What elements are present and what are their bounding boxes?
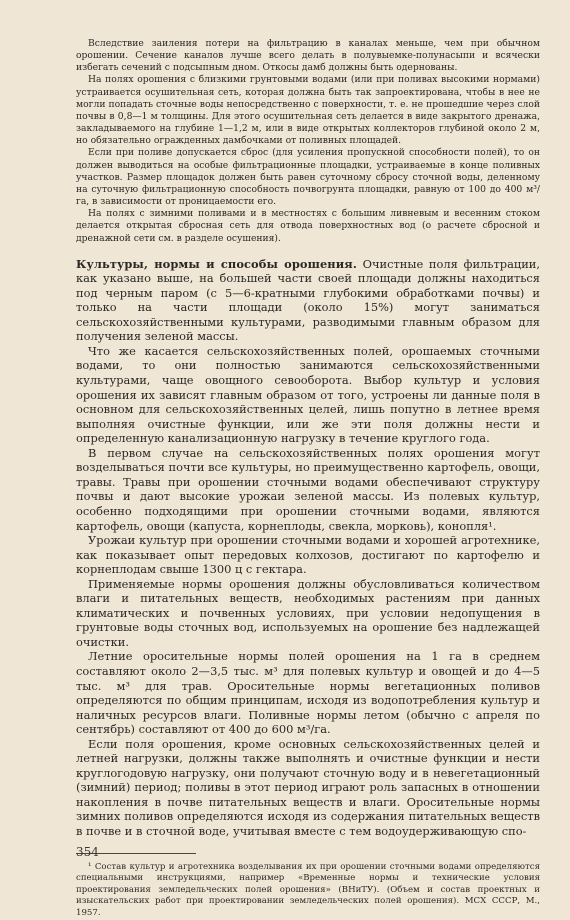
paragraph-winter-fields: На полях с зимними поливами и в местностях с большим ливневым и весенним стоком делается открытая сбросная сеть для отвода поверхностных вод (о расчете сбросной и дренажной сети см. в разделе осушения). [76,208,540,244]
paragraph-discharge: Если при поливе допускается сброс (для усиления пропускной способности полей), то он должен выводиться на особые фильтрационные площадки, устраиваемые в конце поливных участков. Размер площадок должен быть равен суточному сбросу сточной воды, деленному на суточную фильтрационную способность почвогрунта площадки, равную от 100 до 400 м³/га, в зависимости от проницаемости его. [76,147,540,208]
paragraph-siltation: Вследствие заиления потери на фильтрацию в каналах меньше, чем при обычном орошении. Сечение каналов лучше всего делать в полувыемке-полунасыпи и всячески избегать сечений с подсыпным дном. Откосы дамб должны быть одернованы. [76,38,540,74]
section-heading: Культуры, нормы и способы орошения. [76,256,357,271]
section-intro [76,257,540,344]
page-content [76,38,540,920]
paragraph-yields: Урожаи культур при орошении сточными водами и хорошей агротехнике, как показывает опыт передовых колхозов, достигают по картофелю и корнеплодам свыше 1300 ц с гектара. [76,533,540,577]
section-intro-text: Очистные поля фильтрации, как указано выше, на большей части своей площади должны находиться под черным паром (с 5—6-кратными глубокими обработками почвы) и только на части площади (около 15%) могут заниматься сельскохозяйственными культурами, разводимыми главным образом для получения зеленой массы. [76,256,541,344]
footnote: ¹ Состав культур и агротехника возделывания их при орошении сточными водами определяются специальными инструкциями, например «Временные нормы и технические условия проектирования земледельческих полей орошения» (ВНиТУ). (Объем и состав проектных и изыскательских работ при проектировании земледельческих полей орошения). МСХ СССР, М., 1957. [76,861,540,918]
paragraph-winter-irrigation: Если поля орошения, кроме основных сельскохозяйственных целей и летней нагрузки, должны также выполнять и очистные функции и нести круглогодовую нагрузку, они получают сточную воду и в невегетационный (зимний) период; поливы в этот период играют роль запасных в отношении накопления в почве питательных веществ и влаги. Оросительные нормы зимних поливов определяются исходя из содержания питательных веществ в почве и в сточной воде, учитывая вместе с тем водоудерживающую спо- [76,736,540,838]
paragraph-agricultural-fields: Что же касается сельскохозяйственных полей, орошаемых сточными водами, то они полностью занимаются сельскохозяйственными культурами, чаще овощного севооборота. Выбор культур и условия орошения их зависят главным образом от того, устроены ли данные поля в основном для сельскохозяйственных целей, лишь попутно в летнее время выполняя очистные функции, или же эти поля должны нести и определенную канализационную нагрузку в течение круглого года. [76,343,540,446]
paragraph-crops: В первом случае на сельскохозяйственных полях орошения могут возделываться почти все культуры, но преимущественно картофель, овощи, травы. Травы при орошении сточными водами обеспечивают структуру почвы и дают высокие урожаи зеленой массы. Из полевых культур, особенно подходящими при орошении сточными водами, являются картофель, овощи (капуста, корнеплоды, свекла, морковь), конопля¹. [76,445,540,533]
page-number: 354 [76,845,99,859]
paragraph-drainage: На полях орошения с близкими грунтовыми водами (или при поливах высокими нормами) устраивается осушительная сеть, которая должна быть так запроектирована, чтобы в нее не могли попадать сточные воды непосредственно с поверхности, т. е. не прошедшие через слой почвы в 0,8—1 м толщины. Для этого осушительная сеть делается в виде закрытого дренажа, закладываемого на глубине 1—1,2 м, или в виде открытых коллекторов глубиной около 2 м, но обязательно огражденных дамбочками от поливных площадей. [76,74,540,147]
paragraph-summer-norms: Летние оросительные нормы полей орошения на 1 га в среднем составляют около 2—3,5 тыс. м³ для полевых культур и овощей и до 4—5 тыс. м³ для трав. Оросительные нормы вегетационных поливов определяются по общим принципам, исходя из водопотребления культур и наличных ресурсов влаги. Поливные нормы летом (обычно с апреля по сентябрь) составляют от 400 до 600 м³/га. [76,649,540,737]
paragraph-irrigation-norms: Применяемые нормы орошения должны обусловливаться количеством влаги и питательных веществ, необходимых растениям при данных климатических и почвенных условиях, при условии недопущения в грунтовые воды сточных вод, используемых на орошение без надлежащей очистки. [76,576,540,649]
